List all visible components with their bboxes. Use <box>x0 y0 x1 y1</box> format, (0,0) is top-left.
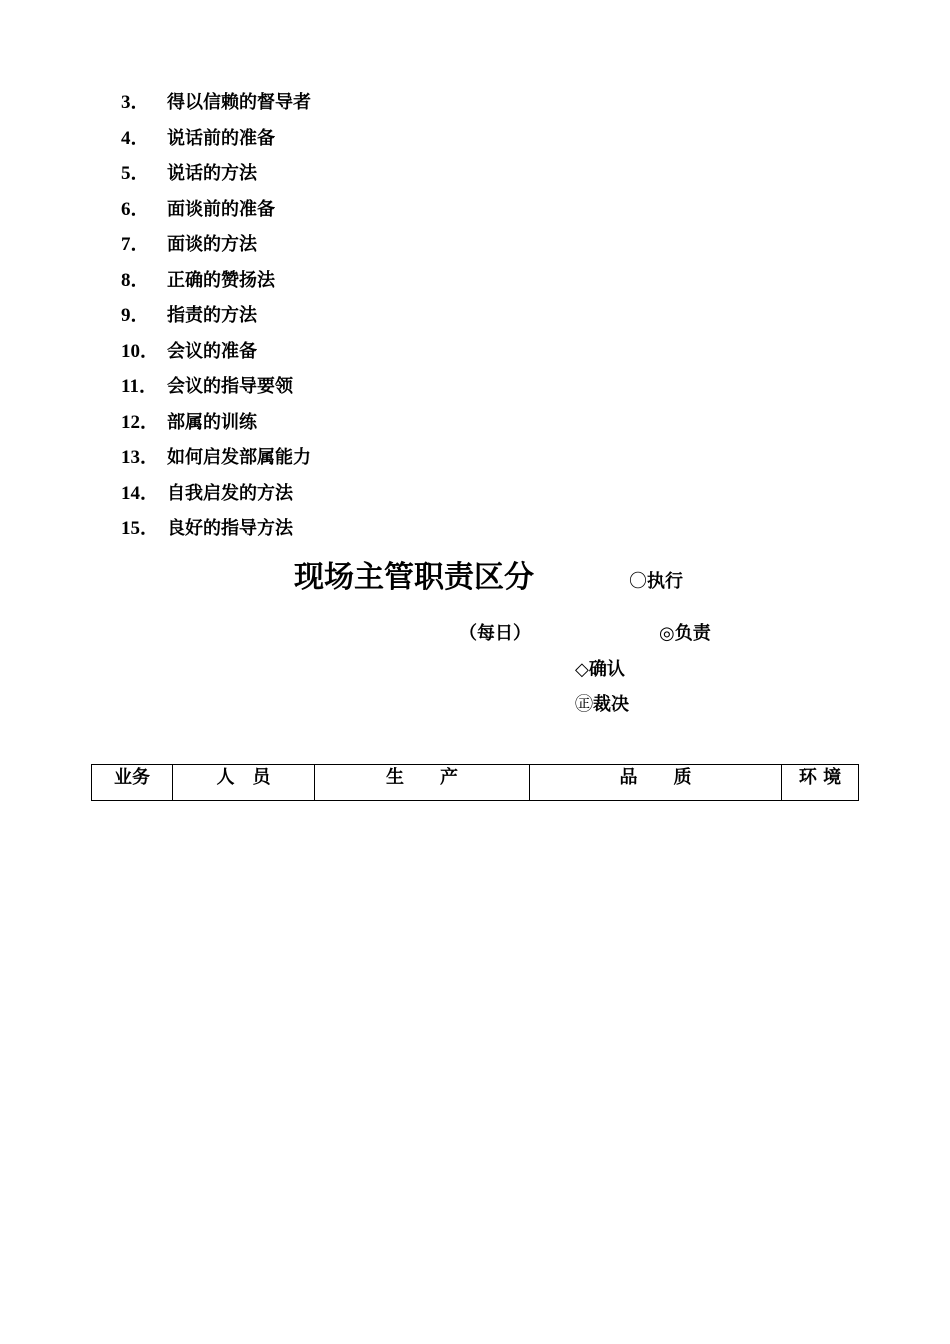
legend-execute-label: 执行 <box>647 571 683 592</box>
list-item-number: 5． <box>121 163 150 184</box>
list-item-text: 部属的训练 <box>167 411 257 433</box>
list-item-text: 指责的方法 <box>167 305 257 326</box>
circled-correct-icon: ㊣ <box>575 694 593 715</box>
list-item-text: 得以信赖的督导者 <box>167 92 311 113</box>
list-item <box>121 267 311 303</box>
list-item <box>121 338 311 374</box>
legend-responsible <box>659 621 711 647</box>
list-item <box>121 373 311 409</box>
list-item <box>121 196 311 232</box>
list-item <box>121 125 311 161</box>
list-item-number: 13． <box>121 447 160 468</box>
legend-confirm <box>575 657 625 683</box>
list-item-number: 6． <box>121 198 150 220</box>
legend-decide-label: 裁决 <box>593 694 629 715</box>
list-item-text: 面谈前的准备 <box>167 198 275 220</box>
list-item-text: 自我启发的方法 <box>167 482 293 504</box>
list-item <box>121 89 311 125</box>
list-item-number: 11． <box>121 376 158 397</box>
list-item-number: 14． <box>121 482 160 504</box>
list-item-text: 正确的赞扬法 <box>167 269 275 291</box>
list-item-text: 面谈的方法 <box>167 234 257 255</box>
list-item-number: 4． <box>121 127 150 149</box>
list-item-text: 如何启发部属能力 <box>167 447 311 468</box>
list-item-number: 7． <box>121 234 150 255</box>
list-item <box>121 231 311 267</box>
list-item-number: 8． <box>121 269 150 291</box>
table-header-production: 生 产 <box>315 765 530 801</box>
list-item <box>121 480 311 516</box>
list-item <box>121 515 311 551</box>
legend-execute <box>629 569 683 595</box>
list-item-number: 12． <box>121 411 160 433</box>
legend-responsible-label: 负责 <box>674 623 711 644</box>
list-item <box>121 409 311 445</box>
list-item-text: 会议的准备 <box>167 340 257 362</box>
list-item-text: 良好的指导方法 <box>167 518 293 539</box>
list-item-text: 说话前的准备 <box>167 127 275 149</box>
list-item <box>121 160 311 196</box>
diamond-icon: ◇ <box>575 659 589 680</box>
list-item <box>121 444 311 480</box>
duty-table <box>91 764 859 801</box>
list-item-number: 10． <box>121 340 160 362</box>
table-header-personnel: 人 员 <box>173 765 315 801</box>
circle-icon: 〇 <box>629 571 647 592</box>
table-header-business: 业务 <box>92 765 173 801</box>
document-subtitle: （每日） <box>459 623 531 644</box>
table-header-quality: 品 质 <box>530 765 782 801</box>
list-item-text: 说话的方法 <box>167 163 257 184</box>
legend-decide <box>575 692 629 718</box>
list-item-number: 9． <box>121 305 150 326</box>
table-header-environment: 环 境 <box>782 765 859 801</box>
topic-list <box>121 89 311 551</box>
list-item-number: 15． <box>121 518 160 539</box>
legend-confirm-label: 确认 <box>588 659 625 680</box>
list-item-number: 3． <box>121 92 150 113</box>
document-title: 现场主管职责区分 <box>294 560 534 595</box>
list-item-text: 会议的指导要领 <box>167 376 293 397</box>
table-header-row <box>92 765 859 801</box>
double-circle-icon: ◎ <box>659 623 675 644</box>
list-item <box>121 302 311 338</box>
